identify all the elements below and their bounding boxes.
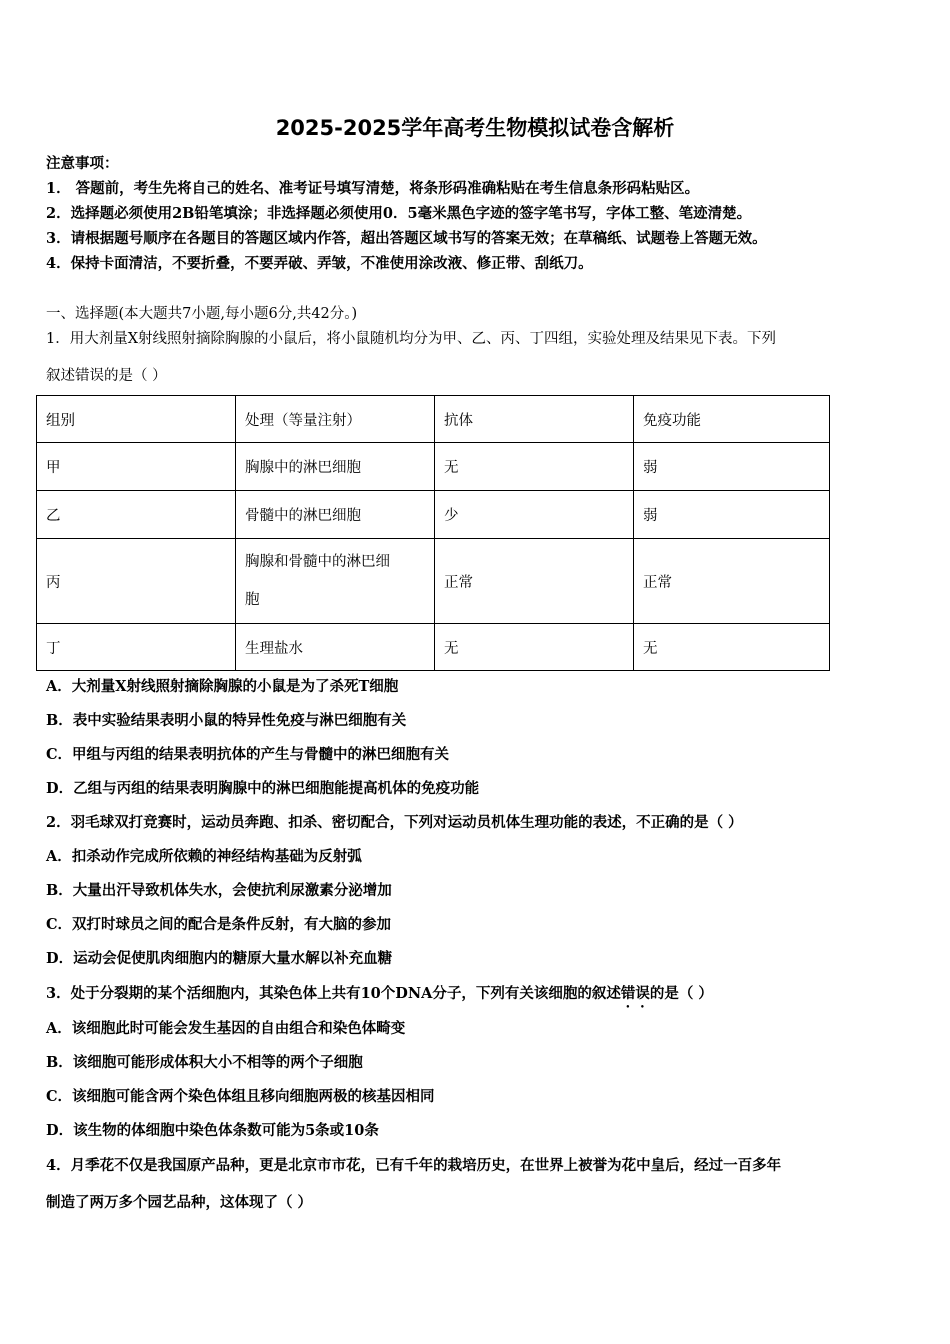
table-row xyxy=(37,539,830,624)
question-3-option-b: B．该细胞可能形成体积大小不相等的两个子细胞 xyxy=(46,1054,363,1071)
table-cell: 丁 xyxy=(37,624,236,671)
question-2-option-a: A．扣杀动作完成所依赖的神经结构基础为反射弧 xyxy=(46,848,362,865)
table-cell: 丙 xyxy=(37,539,236,624)
experiment-table xyxy=(36,395,830,671)
table-cell: 乙 xyxy=(37,491,236,539)
table-header-cell: 组别 xyxy=(37,396,236,443)
table-header-cell: 处理（等量注射） xyxy=(236,396,435,443)
question-3-option-c: C．该细胞可能含两个染色体组且移向细胞两极的核基因相同 xyxy=(46,1088,435,1105)
question-3-stem-prefix: 3．处于分裂期的某个活细胞内，其染色体上共有10个DNA分子，下列有关该细胞的叙述 xyxy=(46,985,621,1002)
notice-item: 2．选择题必须使用2B铅笔填涂；非选择题必须使用0．5毫米黑色字迹的签字笔书写，字体工整、笔迹清楚。 xyxy=(46,205,752,222)
question-2-stem: 2．羽毛球双打竞赛时，运动员奔跑、扣杀、密切配合，下列对运动员机体生理功能的表述，不正确的是（ ） xyxy=(46,814,743,831)
table-cell: 正常 xyxy=(435,539,634,624)
question-1-option-c: C．甲组与丙组的结果表明抗体的产生与骨髓中的淋巴细胞有关 xyxy=(46,746,450,763)
question-4-stem-cont: 制造了两万多个园艺品种，这体现了（ ） xyxy=(46,1194,313,1211)
question-3-stem-suffix: 的是（ ） xyxy=(649,985,713,1002)
question-2-option-d: D．运动会促使肌肉细胞内的糖原大量水解以补充血糖 xyxy=(46,950,393,967)
table-cell: 胸腺中的淋巴细胞 xyxy=(236,443,435,491)
table-cell-line: 胞 xyxy=(245,592,260,608)
section-heading: 一、选择题(本大题共7小题,每小题6分,共42分。) xyxy=(46,306,358,322)
table-cell: 正常 xyxy=(634,539,830,624)
table-cell-multiline xyxy=(236,539,435,624)
table-cell: 无 xyxy=(435,624,634,671)
question-3-stem-emphasis: 错误 xyxy=(620,985,650,1002)
question-3-option-a: A．该细胞此时可能会发生基因的自由组合和染色体畸变 xyxy=(46,1020,406,1037)
question-2-option-b: B．大量出汗导致机体失水，会使抗利尿激素分泌增加 xyxy=(46,882,392,899)
table-cell: 无 xyxy=(435,443,634,491)
question-1-stem: 1．用大剂量X射线照射摘除胸腺的小鼠后，将小鼠随机均分为甲、乙、丙、丁四组，实验处理及结果见下表。下列 xyxy=(46,331,777,347)
table-cell: 弱 xyxy=(634,491,830,539)
question-3-stem xyxy=(46,982,713,1011)
question-1-option-a: A．大剂量X射线照射摘除胸腺的小鼠是为了杀死T细胞 xyxy=(46,678,399,695)
question-3-option-d: D．该生物的体细胞中染色体条数可能为5条或10条 xyxy=(46,1122,379,1139)
notice-item: 3．请根据题号顺序在各题目的答题区域内作答，超出答题区域书写的答案无效；在草稿纸、试题卷上答题无效。 xyxy=(46,230,767,247)
question-1-stem-cont: 叙述错误的是（ ） xyxy=(46,368,167,384)
notice-item: 4．保持卡面清洁，不要折叠，不要弄破、弄皱，不准使用涂改液、修正带、刮纸刀。 xyxy=(46,255,593,272)
table-cell: 少 xyxy=(435,491,634,539)
notice-item: 1． 答题前，考生先将自己的姓名、准考证号填写清楚，将条形码准确粘贴在考生信息条形码粘贴区。 xyxy=(46,180,700,197)
question-1-option-d: D．乙组与丙组的结果表明胸腺中的淋巴细胞能提高机体的免疫功能 xyxy=(46,780,480,797)
question-2-option-c: C．双打时球员之间的配合是条件反射，有大脑的参加 xyxy=(46,916,392,933)
table-row xyxy=(37,624,830,671)
table-cell-line: 胸腺和骨髓中的淋巴细 xyxy=(245,554,390,570)
question-4-stem: 4．月季花不仅是我国原产品种，更是北京市市花，已有千年的栽培历史，在世界上被誉为花中皇后，经过一百多年 xyxy=(46,1157,782,1174)
table-cell: 生理盐水 xyxy=(236,624,435,671)
table-cell: 弱 xyxy=(634,443,830,491)
notice-heading: 注意事项： xyxy=(46,155,119,172)
page-title: 2025-2025学年高考生物模拟试卷含解析 xyxy=(275,116,675,140)
table-cell: 骨髓中的淋巴细胞 xyxy=(236,491,435,539)
table-row xyxy=(37,443,830,491)
table-header-cell: 抗体 xyxy=(435,396,634,443)
question-1-option-b: B．表中实验结果表明小鼠的特异性免疫与淋巴细胞有关 xyxy=(46,712,407,729)
table-cell: 无 xyxy=(634,624,830,671)
table-header-cell: 免疫功能 xyxy=(634,396,830,443)
table-header-row xyxy=(37,396,830,443)
table-cell: 甲 xyxy=(37,443,236,491)
table-row xyxy=(37,491,830,539)
